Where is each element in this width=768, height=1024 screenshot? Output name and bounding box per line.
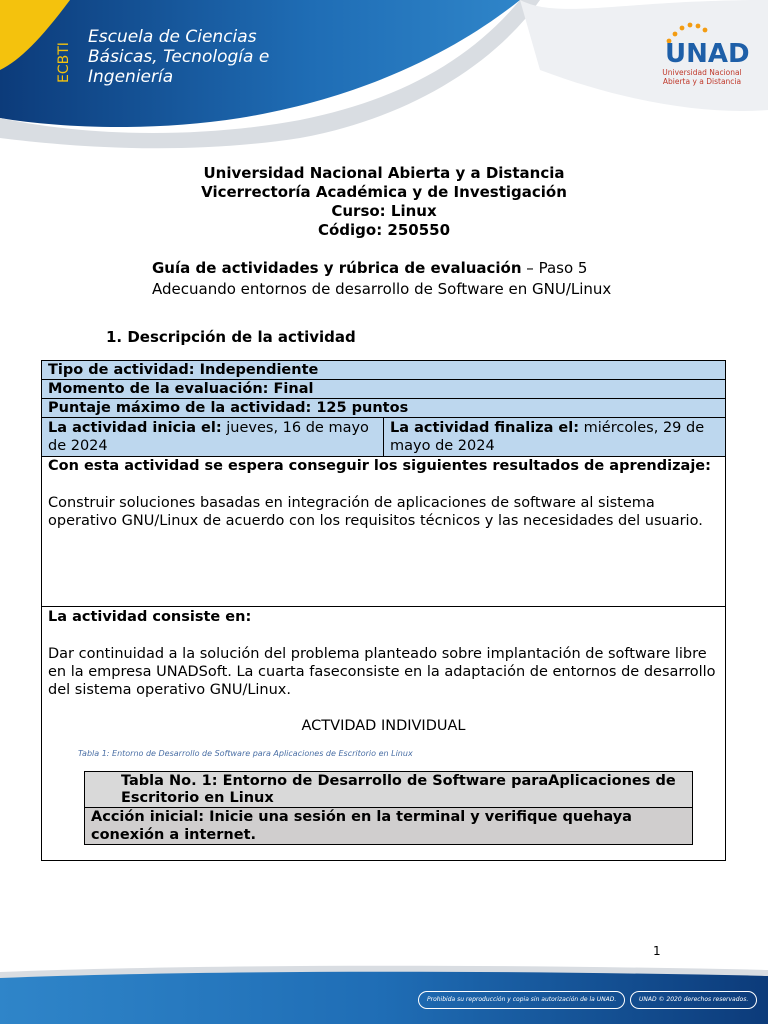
unad-logo-subtitle: Universidad Nacional Abierta y a Distancia (662, 68, 742, 86)
consiste-text: Dar continuidad a la solución del problema planteado sobre implantación de software libre en la empresa UNADSoft. La cuarta faseconsiste en la adaptación de entornos de desarrollo del sistema operativo GNU/Linux. (48, 646, 716, 698)
footer-notice: Prohibida su reproducción y copia sin autorización de la UNAD. (418, 991, 625, 1009)
footer-copyright: UNAD © 2020 derechos reservados. (630, 991, 757, 1009)
table-caption: Tabla 1: Entorno de Desarrollo de Software para Aplicaciones de Escritorio en Linux (78, 749, 413, 758)
activity-table (41, 360, 726, 861)
inner-table-header: Tabla No. 1: Entorno de Desarrollo de Software paraAplicaciones de Escritorio en Linux (85, 772, 692, 808)
guide-step: – Paso 5 (521, 259, 588, 277)
resultados-text: Construir soluciones basadas en integración de aplicaciones de software al sistema operativo GNU/Linux de acuerdo con los requisitos técnicos y las necesidades del usuario. (48, 495, 703, 529)
ecbti-vertical-label (52, 25, 74, 85)
inner-table-action: Acción inicial: Inicie una sesión en la terminal y verifique quehaya conexión a internet. (85, 808, 692, 844)
guide-title-bold: Guía de actividades y rúbrica de evaluación (152, 259, 522, 277)
document-titles (0, 164, 768, 240)
vicerrectoria-title: Vicerrectoría Académica y de Investigación (201, 183, 567, 201)
school-line-2: Básicas, Tecnología e (88, 47, 270, 67)
university-title: Universidad Nacional Abierta y a Distancia (203, 164, 565, 182)
consiste-label: La actividad consiste en: (48, 609, 252, 625)
start-date-cell: La actividad inicia el: jueves, 16 de mayo de 2024 (42, 418, 384, 456)
school-line-3: Ingeniería (88, 67, 174, 87)
guide-subtitle: Adecuando entornos de desarrollo de Software en GNU/Linux (152, 280, 612, 298)
page-number: 1 (653, 944, 661, 958)
row-tipo: Tipo de actividad: Independiente (42, 361, 725, 380)
school-name (88, 27, 269, 87)
resultados-label: Con esta actividad se espera conseguir los siguientes resultados de aprendizaje: (48, 458, 711, 474)
school-line-1: Escuela de Ciencias (88, 27, 257, 47)
course-title: Curso: Linux (331, 202, 437, 220)
row-momento: Momento de la evaluación: Final (42, 380, 725, 399)
guide-title (152, 258, 611, 300)
section-heading: 1. Descripción de la actividad (106, 328, 356, 346)
inner-table (84, 771, 693, 845)
svg-text:UNAD: UNAD (665, 39, 750, 69)
end-date-cell: La actividad finaliza el: miércoles, 29 de mayo de 2024 (390, 420, 705, 454)
svg-text:ECBTI: ECBTI (56, 42, 72, 83)
course-code: Código: 250550 (317, 221, 451, 239)
row-dates (42, 418, 725, 457)
individual-label: ACTVIDAD INDIVIDUAL (301, 718, 466, 734)
row-consiste (42, 608, 725, 860)
row-resultados (42, 457, 725, 607)
row-puntaje: Puntaje máximo de la actividad: 125 puntos (42, 399, 725, 418)
